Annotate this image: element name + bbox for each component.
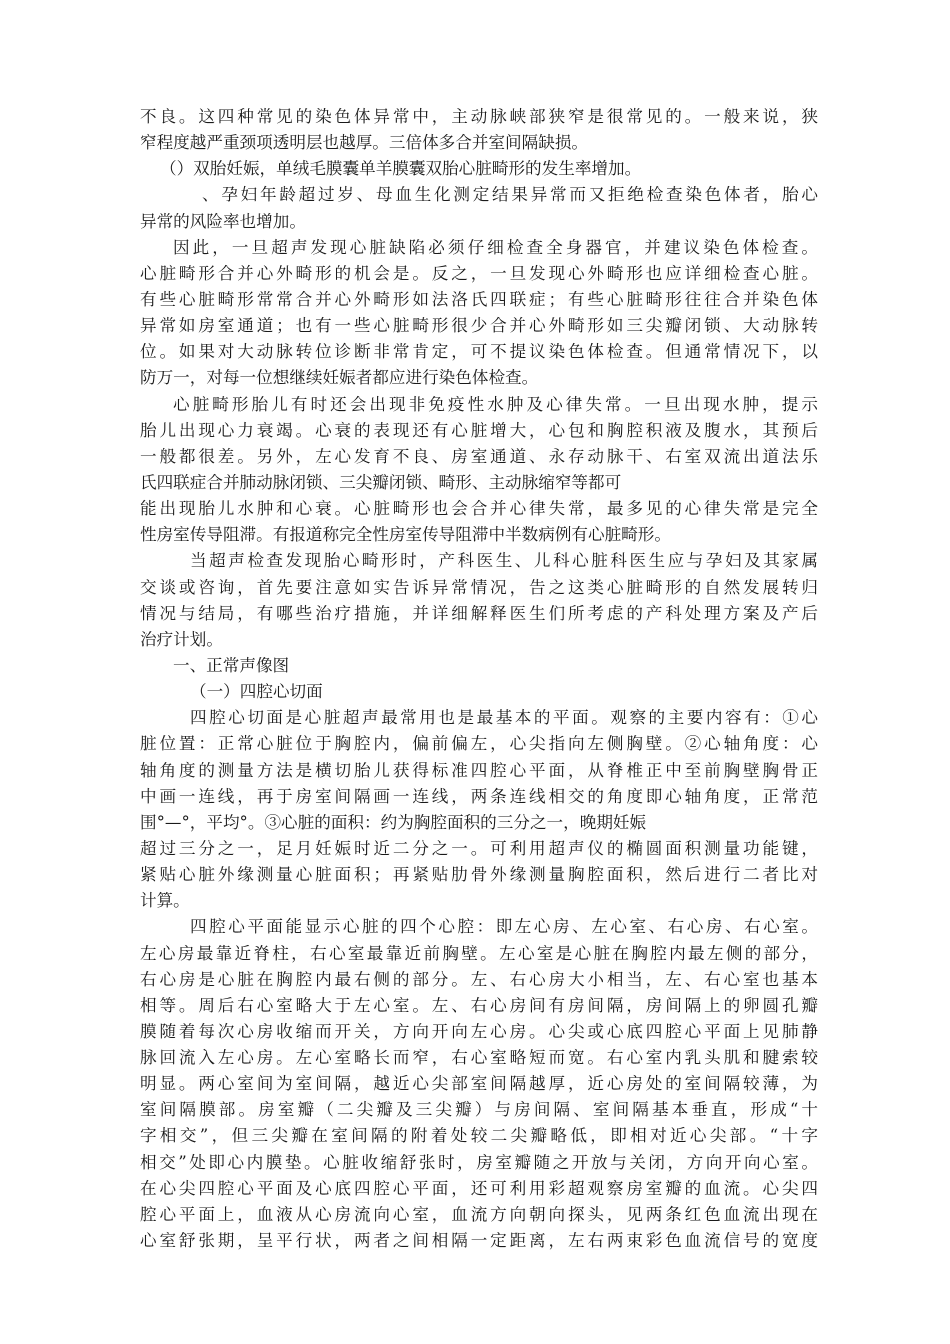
text-line: 氏四联症合并肺动脉闭锁、三尖瓣闭锁、畸形、主动脉缩窄等都可 <box>140 472 622 492</box>
text-line: 情况与结局，有哪些治疗措施，并详细解释医生们所考虑的产科处理方案及产后 <box>140 603 818 623</box>
text-line: 在心尖四腔心平面及心底四腔心平面，还可利用彩超观察房室瓣的血流。心尖四 <box>140 1178 818 1198</box>
text-line: 位。如果对大动脉转位诊断非常肯定，可不提议染色体检查。但通常情况下，以 <box>140 342 818 362</box>
text-line: 明显。两心室间为室间隔，越近心尖部室间隔越厚，近心房处的室间隔较薄，为 <box>140 1074 818 1094</box>
text-line: 左心房最靠近脊柱，右心室最靠近前胸壁。左心室是心脏在胸腔内最左侧的部分， <box>140 943 818 963</box>
text-line: 腔心平面上，血液从心房流向心室，血流方向朝向探头，见两条红色血流出现在 <box>140 1204 818 1224</box>
text-line: 心脏畸形胎儿有时还会出现非免疫性水肿及心律失常。一旦出现水肿，提示 <box>173 394 818 414</box>
text-line: 四腔心切面是心脏超声最常用也是最基本的平面。观察的主要内容有：①心 <box>190 708 818 728</box>
text-line: 心室舒张期，呈平行状，两者之间相隔一定距离，左右两束彩色血流信号的宽度 <box>140 1231 818 1251</box>
text-line: 有些心脏畸形常常合并心外畸形如法洛氏四联症；有些心脏畸形往往合并染色体 <box>140 289 818 309</box>
document-page <box>140 104 818 1254</box>
text-line: 相交”处即心内膜垫。心脏收缩舒张时，房室瓣随之开放与关闭，方向开向心室。 <box>140 1152 818 1172</box>
text-line: 一、正常声像图 <box>173 655 290 675</box>
text-line: 脏位置：正常心脏位于胸腔内，偏前偏左，心尖指向左侧胸壁。②心轴角度：心 <box>140 734 818 754</box>
text-line: 围°—°，平均°。③心脏的面积：约为胸腔面积的三分之一，晚期妊娠 <box>140 812 647 832</box>
text-line: 四腔心平面能显示心脏的四个心腔：即左心房、左心室、右心房、右心室。 <box>190 917 818 937</box>
text-line: 一般都很差。另外，左心发育不良、房室通道、永存动脉干、右室双流出道法乐 <box>140 446 818 466</box>
text-line: 不良。这四种常见的染色体异常中，主动脉峡部狭窄是很常见的。一般来说，狭 <box>140 107 818 126</box>
text-line: 脉回流入左心房。左心室略长而窄，右心室略短而宽。右心室内乳头肌和腱索较 <box>140 1048 818 1068</box>
text-line: 性房室传导阻滞。有报道称完全性房室传导阻滞中半数病例有心脏畸形。 <box>140 525 671 545</box>
text-line: 室间隔膜部。房室瓣（二尖瓣及三尖瓣）与房间隔、室间隔基本垂直，形成“十 <box>140 1100 818 1120</box>
text-line: 能出现胎儿水肿和心衰。心脏畸形也会合并心律失常，最多见的心律失常是完全 <box>140 499 818 519</box>
text-line: 异常如房室通道；也有一些心脏畸形很少合并心外畸形如三尖瓣闭锁、大动脉转 <box>140 316 818 336</box>
text-line: 膜随着每次心房收缩而开关，方向开向左心房。心尖或心底四腔心平面上见肺静 <box>140 1021 818 1041</box>
text-line: 轴角度的测量方法是横切胎儿获得标准四腔心平面，从脊椎正中至前胸壁胸骨正 <box>140 760 818 780</box>
text-line: 治疗计划。 <box>140 629 223 649</box>
text-line: 心脏畸形合并心外畸形的机会是。反之，一旦发现心外畸形也应详细检查心脏。 <box>140 263 818 283</box>
text-line: 超过三分之一，足月妊娠时近二分之一。可利用超声仪的椭圆面积测量功能键， <box>140 838 818 858</box>
text-line: 胎儿出现心力衰竭。心衰的表现还有心脏增大，心包和胸腔积液及腹水，其预后 <box>140 420 818 440</box>
text-line: 中画一连线，再于房室间隔画一连线，两条连线相交的角度即心轴角度，正常范 <box>140 786 818 806</box>
text-line: 右心房是心脏在胸腔内最右侧的部分。左、右心房大小相当，左、右心室也基本 <box>140 969 818 989</box>
text-line: 异常的风险率也增加。 <box>140 211 306 231</box>
text-line: 相等。周后右心室略大于左心室。左、右心房间有房间隔，房间隔上的卵圆孔瓣 <box>140 995 818 1015</box>
text-line: 当超声检查发现胎心畸形时，产科医生、儿科心脏科医生应与孕妇及其家属 <box>190 551 818 571</box>
text-line: 计算。 <box>140 891 190 911</box>
text-line: （）双胎妊娠，单绒毛膜囊单羊膜囊双胎心脏畸形的发生率增加。 <box>160 159 642 179</box>
text-line: 字相交”，但三尖瓣在室间隔的附着处较二尖瓣略低，即相对近心尖部。“十字 <box>140 1126 818 1146</box>
text-line: 交谈或咨询，首先要注意如实告诉异常情况，告之这类心脏畸形的自然发展转归 <box>140 577 818 597</box>
text-line: 防万一，对每一位想继续妊娠者都应进行染色体检查。 <box>140 368 539 388</box>
text-line: 、孕妇年龄超过岁、母血生化测定结果异常而又拒绝检查染色体者，胎心 <box>202 185 818 205</box>
text-line: （一）四腔心切面 <box>190 682 323 702</box>
text-line: 因此，一旦超声发现心脏缺陷必须仔细检查全身器官，并建议染色体检查。 <box>173 237 818 257</box>
text-line: 紧贴心脏外缘测量心脏面积；再紧贴肋骨外缘测量胸腔面积，然后进行二者比对 <box>140 865 818 885</box>
text-line: 窄程度越严重颈项透明层也越厚。三倍体多合并室间隔缺损。 <box>140 133 589 153</box>
